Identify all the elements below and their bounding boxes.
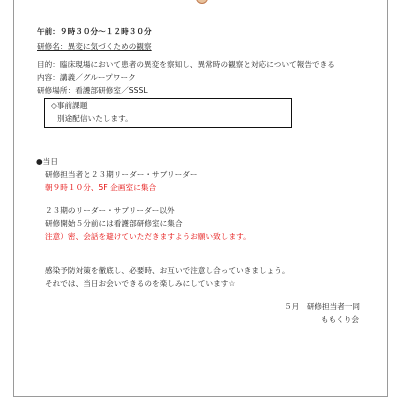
signature-line-2: ももくり会: [321, 315, 359, 324]
group2-meeting: 研修開始５分前には看護部研修室に集合: [45, 219, 183, 228]
course-name: 研修名：異変に気づくための観察: [37, 42, 152, 51]
group1-meeting: 朝９時１０分、5F 企画室に集合: [45, 183, 157, 192]
group1-title: 研修担当者と２３期リーダー・サブリーダー: [45, 170, 198, 179]
day-heading: ●当日: [36, 157, 58, 166]
signature-line-1: ５月 研修担当者一同: [284, 302, 360, 311]
notice-body: 別途配信いたします。: [57, 114, 133, 123]
closing-line-1: 感染予防対策を徹底し、必要時、お互いで注意し合っていきましょう。: [45, 266, 290, 275]
course-venue: 研修場所：看護部研修室／SSSL: [37, 86, 148, 95]
advance-assignment-box: [44, 98, 292, 128]
course-objective: 目的：臨床現場において患者の異変を察知し、異常時の観察と対応について報告できる: [37, 60, 335, 69]
notice-title: ◇事前課題: [51, 101, 88, 110]
session-time: 午前：９時３０分～１２時３０分: [37, 27, 152, 36]
course-content: 内容：講義／グループワーク: [37, 73, 136, 82]
closing-line-2: それでは、当日お会いできるのを楽しみにしています☆: [45, 279, 236, 288]
group2-caution: 注意）密、会話を避けていただきますようお願い致します。: [45, 232, 251, 241]
group2-title: ２３期のリーダー・サブリーダー以外: [45, 206, 175, 215]
